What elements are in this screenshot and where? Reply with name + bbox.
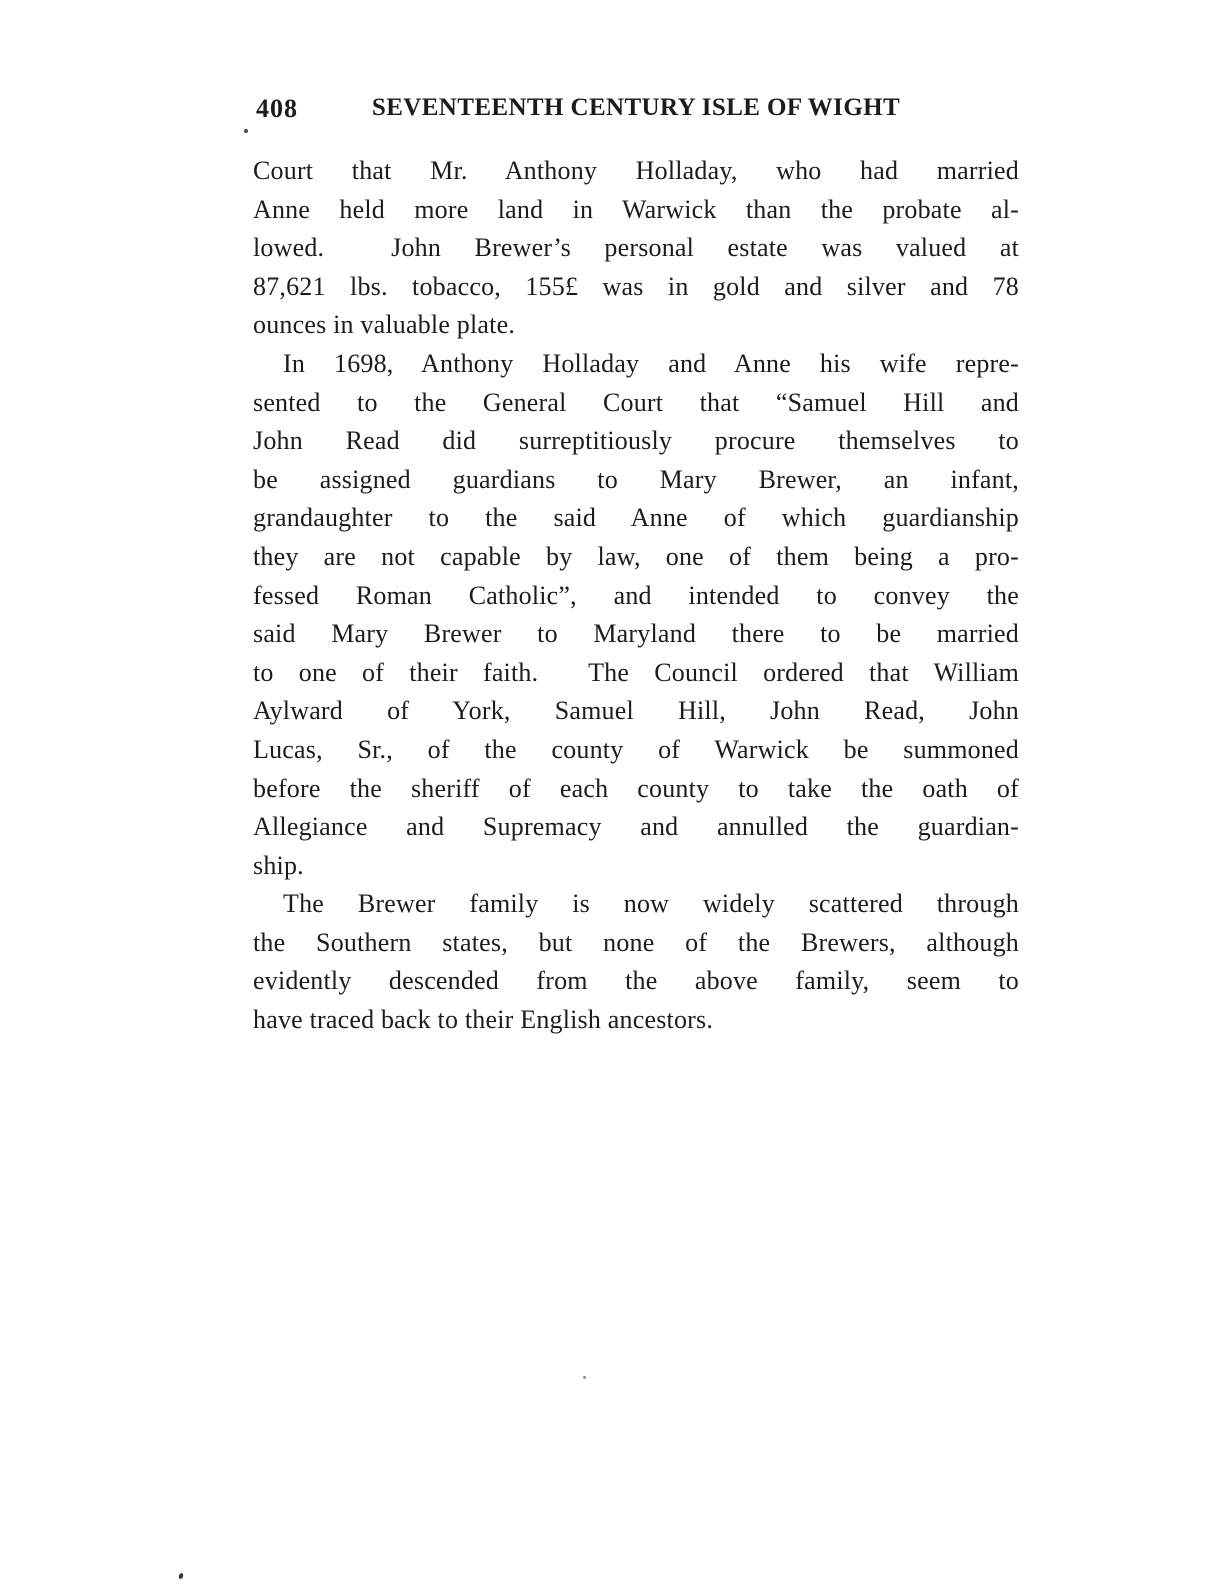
text-line: Lucas, Sr., of the county of Warwick be summoned [253,734,1019,764]
text-line: Allegiance and Supremacy and annulled the guardian- [253,812,1019,842]
text-line: Court that Mr. Anthony Holladay, who had married [253,156,1019,185]
text-line: to one of their faith. The Council ordered that William [253,657,1019,687]
running-title: SEVENTEENTH CENTURY ISLE OF WIGHT [371,94,901,121]
ink-speck [244,129,248,133]
page-body [253,152,1019,1040]
page-header [253,94,1019,128]
text-line: before the sheriff of each county to take the oath of [253,773,1019,803]
text-line: evidently descended from the above family, seem to [253,966,1019,996]
paragraph-1 [253,152,1019,345]
text-line: the Southern states, but none of the Brewers, although [253,927,1019,957]
text-line: Aylward of York, Samuel Hill, John Read, John [253,696,1019,726]
page-number: 408 [256,94,298,123]
text-line: sented to the General Court that “Samuel Hill and [253,387,1019,417]
text-line: John Read did surreptitiously procure themselves to [253,426,1019,456]
text-line: be assigned guardians to Mary Brewer, an infant, [253,464,1019,494]
text-line: lowed. John Brewer’s personal estate was valued at [253,233,1019,263]
paragraph-3 [253,885,1019,1039]
text-line: In 1698, Anthony Holladay and Anne his wife repre- [283,348,1019,378]
text-line: ounces in valuable plate. [253,310,516,340]
text-line: The Brewer family is now widely scattered through [283,889,1019,919]
text-line: grandaughter to the said Anne of which guardianship [253,503,1019,533]
text-line: said Mary Brewer to Maryland there to be married [253,619,1019,649]
text-line: they are not capable by law, one of them being a pro- [253,541,1019,571]
text-line: 87,621 lbs. tobacco, 155£ was in gold and silver and 78 [253,271,1019,301]
ink-speck [178,1573,184,1580]
text-line: have traced back to their English ancestors. [253,1005,714,1035]
text-line: ship. [253,850,304,880]
text-line: fessed Roman Catholic”, and intended to convey the [253,580,1019,610]
paragraph-2 [253,345,1019,885]
ink-speck [583,1376,586,1379]
text-line: Anne held more land in Warwick than the probate al- [253,194,1019,224]
